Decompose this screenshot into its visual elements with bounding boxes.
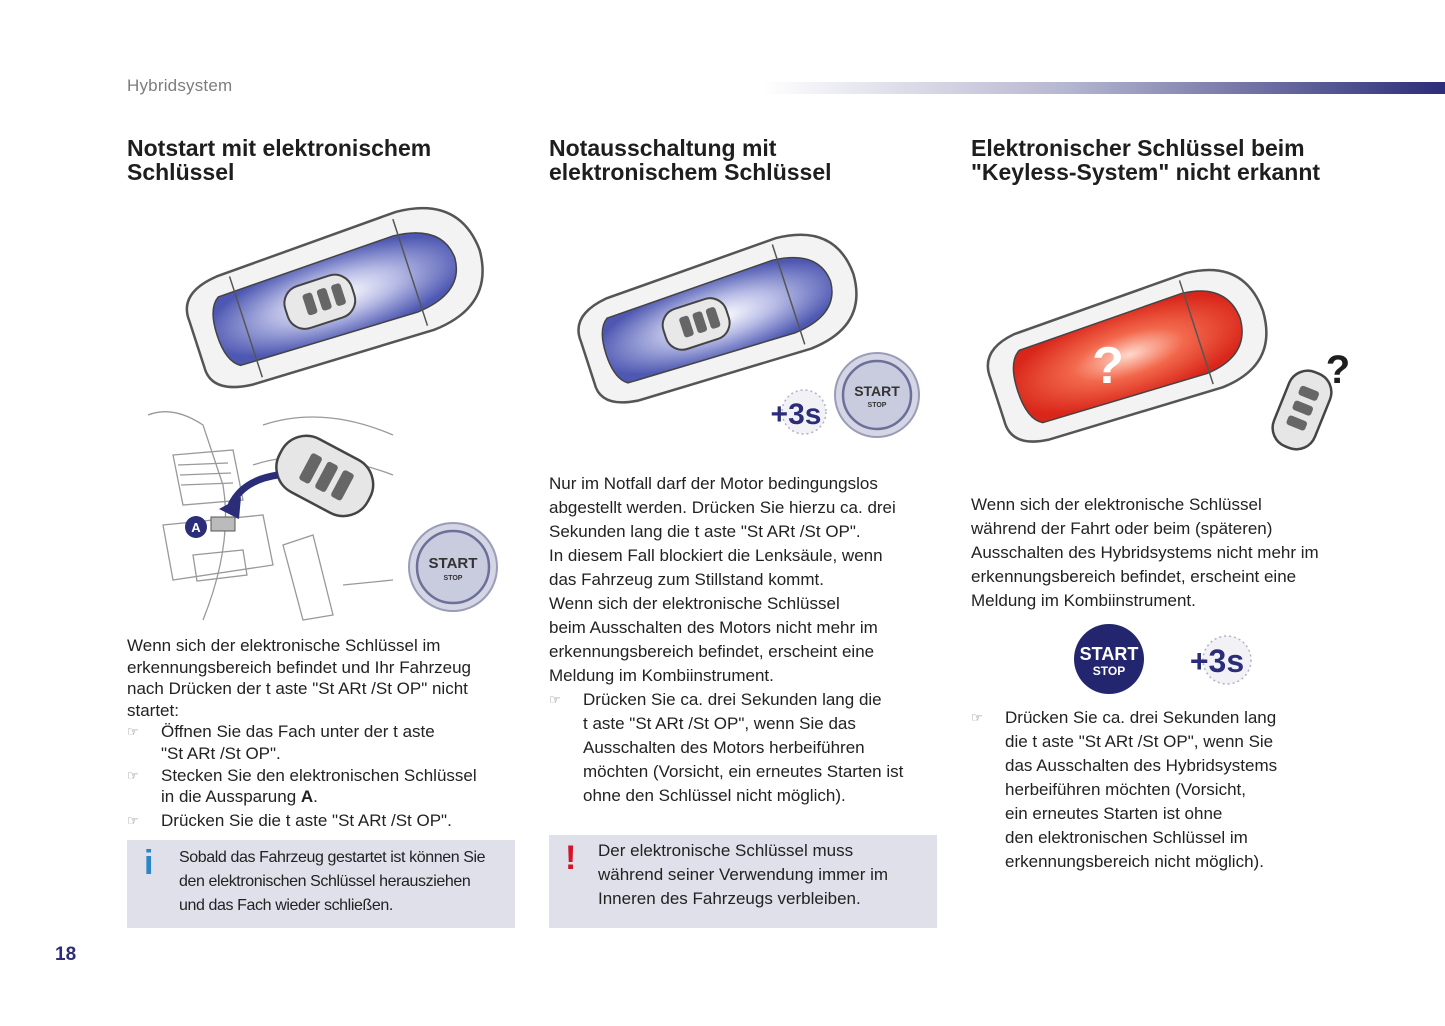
start-stop-button-3	[1073, 623, 1145, 695]
col1-intro-line: Wenn sich der elektronische Schlüssel im	[127, 636, 441, 655]
info-note	[127, 840, 515, 928]
col2-body	[549, 472, 944, 808]
note-line: und das Fach wieder schließen.	[179, 897, 393, 914]
col2-paragraph	[549, 472, 944, 688]
note-line: Sobald das Fahrzeug gestartet ist können Sie	[179, 849, 486, 866]
col2-title-line1: Notausschaltung mit	[549, 135, 777, 161]
stop-label-2: STOP	[867, 402, 887, 409]
bullet-text: .	[313, 787, 318, 807]
col1-body	[127, 635, 512, 831]
plus-3s-badge-2	[1183, 630, 1255, 690]
warning-note-text	[598, 839, 888, 911]
col1-title-line1: Notstart mit elektronischem	[127, 135, 432, 161]
bullet-text: "St ARt /St OP".	[161, 743, 281, 763]
note-line: während seiner Verwendung immer im	[598, 865, 889, 884]
col3-bullet-wrap	[971, 706, 1371, 874]
body-line: Sekunden lang die t aste "St ARt /St OP".	[549, 522, 861, 541]
body-line: Meldung im Kombiinstrument.	[549, 666, 774, 685]
body-line: während der Fahrt oder beim (späteren)	[971, 519, 1273, 538]
col3-title-line1: Elektronischer Schlüssel beim	[971, 135, 1305, 161]
note-line: Der elektronische Schlüssel muss	[598, 841, 854, 860]
bullet-text: Stecken Sie den elektronischen Schlüssel	[161, 765, 477, 785]
page-number: 18	[55, 944, 77, 965]
warning-note	[549, 835, 937, 928]
col2-bullet	[549, 688, 944, 808]
stop-label-1: STOP	[443, 575, 463, 582]
question-mark-key: ?	[1325, 348, 1351, 392]
bullet-text: Öffnen Sie das Fach unter der t aste	[161, 722, 435, 742]
bullet-text: herbeiführen möchten (Vorsicht,	[1005, 780, 1246, 799]
note-line: Inneren des Fahrzeugs verbleiben.	[598, 889, 861, 908]
start-stop-button-2	[833, 351, 921, 439]
bullet-text: in die Aussparung	[161, 787, 301, 807]
col3-paragraph	[971, 493, 1371, 613]
body-line: erkennungsbereich befindet, erscheint eine	[549, 642, 875, 661]
header-bar	[760, 82, 1445, 94]
bullet-text: das Ausschalten des Hybridsystems	[1005, 756, 1278, 775]
body-line: Nur im Notfall darf der Motor bedingungslos	[549, 474, 878, 493]
note-line: den elektronischen Schlüssel herausziehen	[179, 873, 471, 890]
body-line: Wenn sich der elektronische Schlüssel	[971, 495, 1262, 514]
warning-icon: !	[565, 839, 577, 877]
col1-bullet-3	[127, 810, 512, 832]
start-label-1: START	[428, 555, 478, 572]
body-line: abgestellt werden. Drücken Sie hierzu ca. drei	[549, 498, 896, 517]
start-stop-button-1	[407, 521, 499, 613]
bullet-text: ein erneutes Starten ist ohne	[1005, 804, 1223, 823]
bullet-bold-a: A	[300, 787, 314, 807]
info-note-text	[179, 846, 485, 918]
bullet-text: den elektronischen Schlüssel im	[1005, 828, 1248, 847]
col1-bullet-1	[127, 721, 512, 764]
col3-title-line2: "Keyless-System" nicht erkannt	[971, 159, 1321, 185]
bullet-text: Drücken Sie die t aste "St ARt /St OP".	[161, 810, 452, 830]
col2-title-line2: elektronischem Schlüssel	[549, 159, 832, 185]
info-icon: i	[144, 844, 154, 882]
bullet-text: Drücken Sie ca. drei Sekunden lang die	[583, 690, 882, 709]
body-line: das Fahrzeug zum Stillstand kommt.	[549, 570, 824, 589]
bullet-text: Drücken Sie ca. drei Sekunden lang	[1005, 708, 1277, 727]
col1-title	[127, 136, 431, 184]
col1-intro	[127, 635, 512, 721]
car-key-inside-illustration-2	[563, 230, 873, 410]
plus-3s-label: +3s	[1189, 643, 1245, 679]
bullet-text: ohne den Schlüssel nicht möglich).	[583, 786, 846, 805]
plus-3s-badge-1	[762, 384, 830, 440]
bullet-text: t aste "St ARt /St OP", wenn Sie das	[583, 714, 856, 733]
col1-title-line2: Schlüssel	[127, 159, 235, 185]
body-line: beim Ausschalten des Motors nicht mehr im	[549, 618, 878, 637]
col1-bullet-2	[127, 765, 512, 808]
section-label: Hybridsystem	[127, 76, 233, 95]
bullet-text: die t aste "St ARt /St OP", wenn Sie	[1005, 732, 1274, 751]
bullet-text: erkennungsbereich nicht möglich).	[1005, 852, 1264, 871]
pointing-hand-icon: ☞	[971, 710, 983, 725]
col2-title	[549, 136, 832, 184]
col3-bullet	[971, 706, 1371, 874]
col1-intro-line: startet:	[127, 700, 179, 720]
col3-title	[971, 136, 1320, 184]
body-line: erkennungsbereich befindet, erscheint eine	[971, 567, 1297, 586]
bullet-text: Ausschalten des Motors herbeiführen	[583, 738, 865, 757]
stop-label-3: STOP	[1092, 664, 1126, 678]
body-line: Meldung im Kombiinstrument.	[971, 591, 1196, 610]
body-line: Ausschalten des Hybridsystems nicht mehr im	[971, 543, 1319, 562]
pointing-hand-icon: ☞	[127, 724, 139, 740]
start-label-2: START	[854, 383, 900, 399]
question-mark-car: ?	[1092, 337, 1124, 395]
car-key-inside-illustration	[170, 205, 500, 395]
bullet-text: möchten (Vorsicht, ein erneutes Starten ist	[583, 762, 904, 781]
body-line: Wenn sich der elektronische Schlüssel	[549, 594, 840, 613]
key-fob-missing-illustration	[1262, 345, 1362, 455]
plus-3s-label: +3s	[770, 398, 822, 431]
pointing-hand-icon: ☞	[127, 812, 139, 828]
col3-body	[971, 493, 1371, 613]
col1-intro-line: erkennungsbereich befindet und Ihr Fahrzeug	[127, 657, 472, 677]
start-label-3: START	[1079, 644, 1139, 664]
col1-intro-line: nach Drücken der t aste "St ARt /St OP" nicht	[127, 679, 468, 699]
car-key-not-detected-illustration	[978, 255, 1278, 455]
callout-a-label: A	[191, 520, 201, 535]
dashboard-slot-illustration	[143, 405, 398, 625]
pointing-hand-icon: ☞	[127, 767, 139, 783]
body-line: In diesem Fall blockiert die Lenksäule, wenn	[549, 546, 883, 565]
pointing-hand-icon: ☞	[549, 692, 561, 707]
